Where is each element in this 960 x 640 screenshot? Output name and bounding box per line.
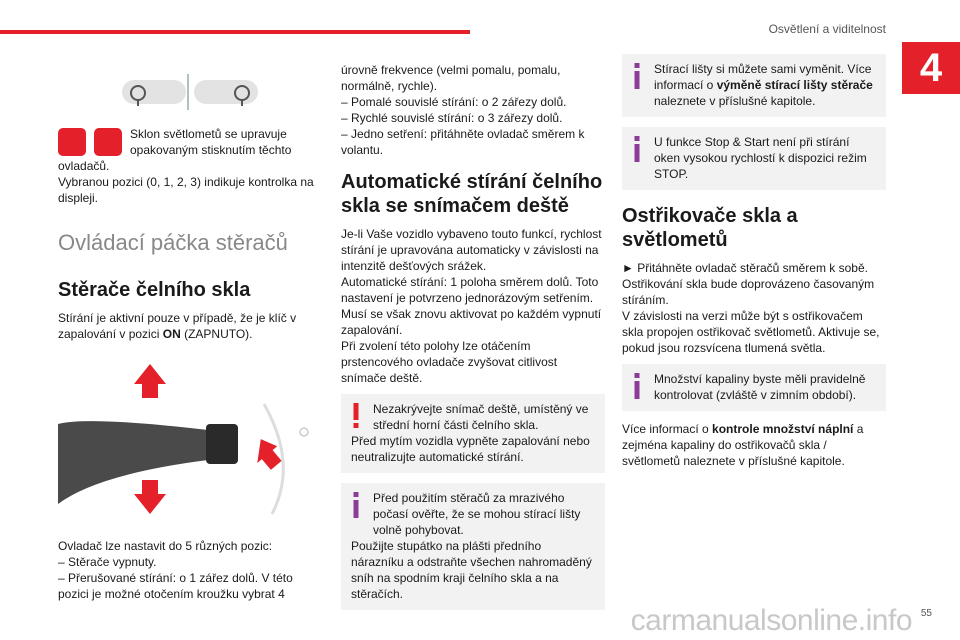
- position-item-3: – Pomalé souvislé stírání: o 2 zářezy dolů.: [341, 95, 567, 109]
- rain-sensor-paragraph-4: Při zvolení této polohy lze otáčením prstencového ovladače zvyšovat citlivost snímače deště.: [341, 339, 558, 385]
- column-2: [341, 62, 605, 610]
- lamp-text-rest: ovladačů.: [58, 159, 110, 173]
- down-arrow-icon: [134, 480, 166, 514]
- sub-heading: Stěrače čelního skla: [58, 279, 251, 301]
- info-icon: [634, 63, 640, 89]
- warning-box: [341, 394, 605, 473]
- lamp-text-2: Vybranou pozici (0, 1, 2, 3) indikuje kontrolka na displeji.: [58, 175, 314, 205]
- rain-sensor-paragraph-1: Je-li Vaše vozidlo vybaveno touto funkcí, rychlost stírání je upravována automaticky v závislosti na intenzitě dešťových srážek.: [341, 227, 602, 273]
- washer-heading: Ostřikovače skla a světlometů: [622, 205, 798, 251]
- position-item-5: – Jedno setření: přitáhněte ovladač směrem k volantu.: [341, 127, 585, 157]
- headlight-level-illustration: [58, 64, 320, 114]
- position-item-2: – Přerušované stírání: o 1 zářez dolů. V této pozici je možné otočením kroužku vybrat 4: [58, 571, 293, 601]
- wiper-stalk-illustration: [58, 364, 320, 524]
- column-1: [58, 64, 320, 602]
- info-box-stop-start: [622, 127, 886, 190]
- info-text-stop-start: U funkce Stop & Start není při stírání oken vysokou rychlostí k dispozici režim STOP.: [654, 135, 867, 181]
- rain-sensor-heading: Automatické stírání čelního skla se snímačem deště: [341, 171, 603, 217]
- rain-sensor-paragraph-2: Automatické stírání: 1 poloha směrem dolů. Toto nastavení je potvrzeno jednorázovým setřením.: [341, 275, 599, 305]
- washer-paragraph-3: Více informací o kontrole množství náplní a zejména kapaliny do ostřikovačů skla / světlometů naleznete v příslušné kapitole.: [622, 422, 864, 468]
- headlight-level-up-icon: [94, 128, 122, 156]
- warning-text-1: Nezakrývejte snímač deště, umístěný ve střední horní části čelního skla.: [373, 402, 589, 432]
- washer-paragraph-1: ► Přitáhněte ovladač stěračů směrem k sobě. Ostřikování skla bude doprovázeno časovaným stíráním.: [622, 261, 875, 307]
- intro-paragraph: Stírání je aktivní pouze v případě, že je klíč v zapalování v pozici ON (ZAPNUTO).: [58, 311, 297, 341]
- info-icon: [634, 136, 640, 162]
- positions-intro: Ovladač lze nastavit do 5 různých pozic:: [58, 539, 273, 553]
- lamp-text-second: opakovaným stisknutím těchto: [130, 143, 292, 157]
- header-accent-bar: [0, 30, 470, 34]
- lamp-text-first: Sklon světlometů se upravuje: [130, 127, 287, 141]
- section-heading: Ovládací páčka stěračů: [58, 230, 288, 255]
- positions-continued: úrovně frekvence (velmi pomalu, pomalu, normálně, rychle).: [341, 63, 561, 93]
- info-icon: [634, 373, 640, 399]
- warning-icon: [353, 403, 359, 429]
- washer-paragraph-2: V závislosti na verzi může být s ostřikovačem skla propojen ostřikovač světlometů. Aktivuje se, pokud jsou rozsvícena tlumená světla.: [622, 309, 880, 355]
- info-box-fluid: [622, 364, 886, 411]
- rain-sensor-paragraph-3: Musí se však znovu aktivovat po každém vypnutí zapalování.: [341, 307, 602, 337]
- watermark: carmanualsonline.info: [630, 604, 912, 637]
- info-text-blades: Stírací lišty si můžete sami vyměnit. Více informací o výměně stírací lišty stěrače naleznete v příslušné kapitole.: [654, 62, 873, 108]
- chapter-tab: 4: [902, 42, 960, 94]
- info-text-winter-2: Použijte stupátko na plášti předního nárazníku a odstraňte všechen nahromaděný sníh na spodním kraji čelního skla a na stěračích.: [351, 539, 592, 601]
- page-number: 55: [920, 608, 932, 619]
- info-box-blades: [622, 54, 886, 117]
- info-box-winter: [341, 483, 605, 610]
- info-icon: [353, 492, 359, 518]
- warning-text-2: Před mytím vozidla vypněte zapalování nebo neutralizujte automatické stírání.: [351, 434, 590, 464]
- column-3: [622, 54, 886, 469]
- up-arrow-icon: [134, 364, 166, 398]
- section-title: Osvětlení a viditelnost: [768, 22, 886, 36]
- headlight-level-down-icon: [58, 128, 86, 156]
- position-item-1: – Stěrače vypnuty.: [58, 555, 157, 569]
- info-text-winter-1: Před použitím stěračů za mrazivého počasí ověřte, že se mohou stírací lišty volně pohybovat.: [373, 491, 581, 537]
- position-item-4: – Rychlé souvislé stírání: o 3 zářezy dolů.: [341, 111, 563, 125]
- info-text-fluid: Množství kapaliny byste měli pravidelně kontrolovat (zvláště v zimním období).: [654, 372, 866, 402]
